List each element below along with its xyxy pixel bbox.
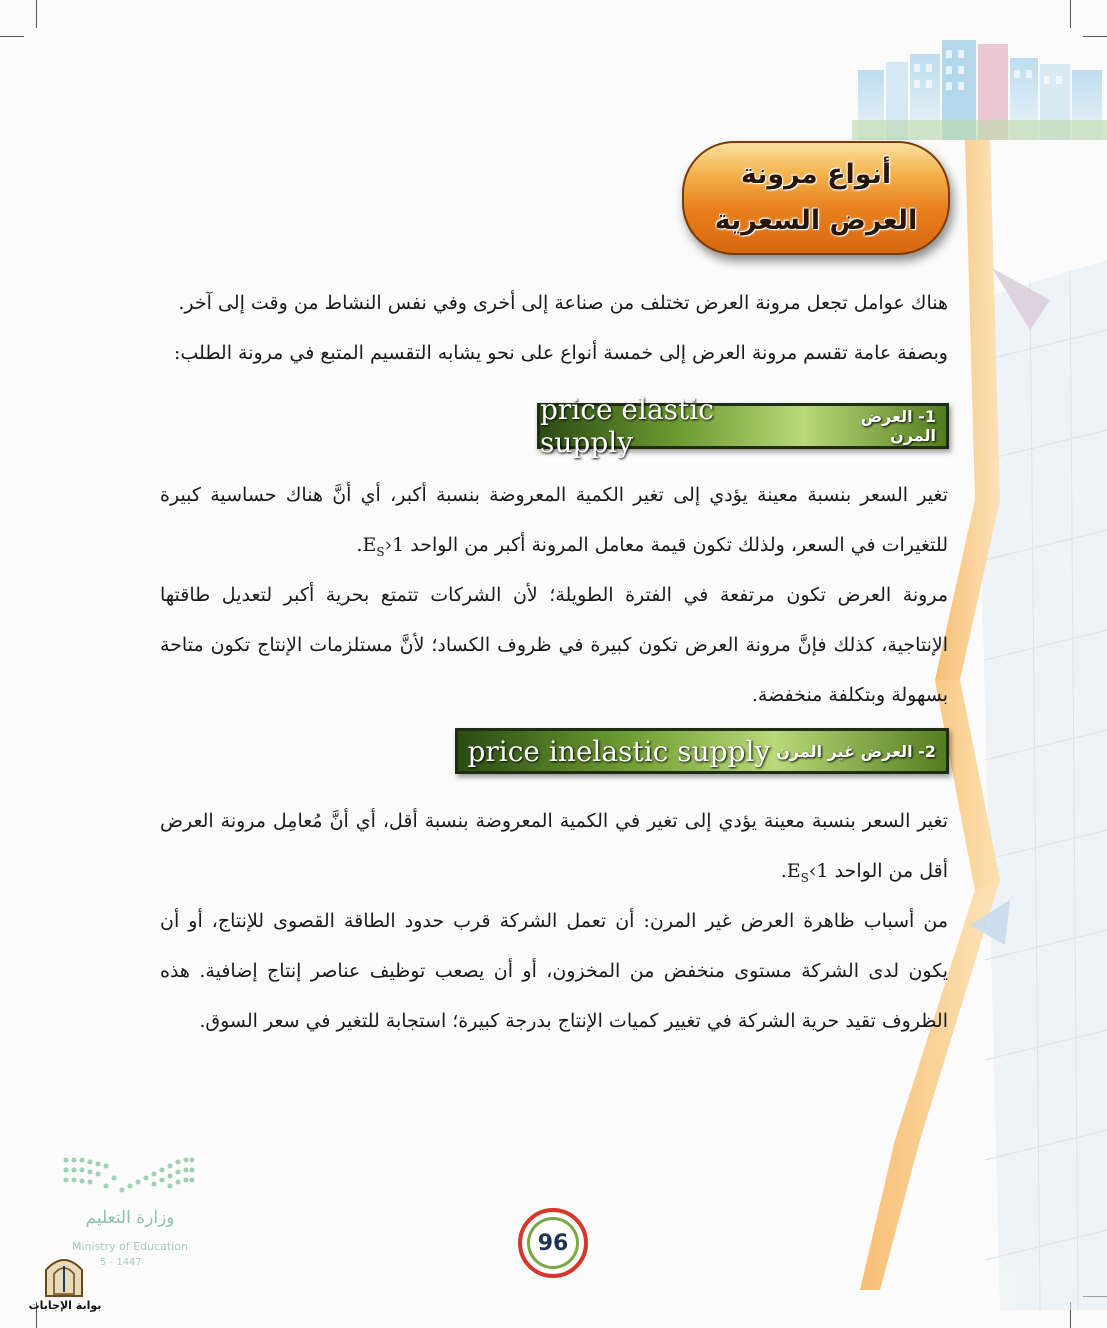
formula-symbol: E <box>362 534 377 556</box>
page-number: 96 <box>518 1208 588 1278</box>
inelastic-definition: تغير السعر بنسبة معينة يؤدي إلى تغير في الكمية المعروضة بنسبة أقل، أي أنَّ مُعامِل مرونة العرض أقل من الواحد $E_S‹1$. <box>160 796 948 903</box>
title-line-1: أنواع مرونة <box>740 159 892 190</box>
section-heading-ar: 1- العرض المرن <box>860 407 936 445</box>
site-watermark-label: بوابة الإجابات <box>28 1299 102 1312</box>
skyline-graphic <box>852 40 1107 140</box>
ministry-name-en: Ministry of Education <box>71 1240 188 1253</box>
title-line-2: العرض السعرية <box>714 205 918 236</box>
formula-relation: ›1 <box>384 534 405 556</box>
elastic-definition: تغير السعر بنسبة معينة يؤدي إلى تغير الكمية المعروضة بنسبة أكبر، أي أنَّ هناك حساسية كبيرة للتغيرات في السعر، ولذلك تكون قيمة معامل المرونة أكبر من الواحد $E_S›1$. <box>160 470 948 577</box>
ministry-name-ar: وزارة التعليم <box>85 1208 175 1228</box>
formula-symbol: E <box>786 860 801 882</box>
section-heading-inelastic <box>455 728 949 774</box>
inelastic-formula <box>787 846 829 903</box>
lesson-title <box>682 141 950 255</box>
inelastic-explanation: من أسباب ظاهرة العرض غير المرن: أن تعمل الشركة قرب حدود الطاقة القصوى للإنتاج، أو أن يكون لدى الشركة مستوى منخفض من المخزون، أو أن يصعب توظيف عناصر إنتاج إضافية. هذه الظروف تقيد حرية الشركة في تغيير كميات الإنتاج بدرجة كبيرة؛ استجابة للتغير في سعر السوق. <box>160 910 949 1032</box>
intro-paragraph-1: هناك عوامل تجعل مرونة العرض تختلف من صناعة إلى أخرى وفي نفس النشاط من وقت إلى آخر. <box>178 292 948 314</box>
elastic-explanation: مرونة العرض تكون مرتفعة في الفترة الطويلة؛ لأن الشركات تتمتع بحرية أكبر لتعديل طاقتها الإنتاجية، كذلك فإنَّ مرونة العرض تكون كبيرة في ظروف الكساد؛ لأنَّ مستلزمات الإنتاج تكون متاحة بسهولة وبتكلفة منخفضة. <box>160 584 948 706</box>
section-heading-elastic <box>537 393 949 459</box>
elastic-formula <box>362 520 404 577</box>
section-heading-en: price inelastic supply <box>467 734 771 768</box>
site-logo-emblem <box>46 1260 82 1296</box>
intro-paragraph-2: وبصفة عامة تقسم مرونة العرض إلى خمسة أنواع على نحو يشابه التقسيم المتبع في مرونة الطلب: <box>173 342 948 364</box>
formula-subscript: S <box>800 870 809 885</box>
formula-relation: ‹1 <box>808 860 829 882</box>
ministry-logo-dots <box>64 1158 195 1193</box>
elastic-definition-text: تغير السعر بنسبة معينة يؤدي إلى تغير الكمية المعروضة بنسبة أكبر، أي أنَّ هناك حساسية كبيرة للتغيرات في السعر، ولذلك تكون قيمة معامل المرونة أكبر من الواحد <box>160 484 948 556</box>
formula-subscript: S <box>376 544 385 559</box>
ministry-year: 5 - 1447 <box>100 1257 142 1268</box>
inelastic-definition-text: تغير السعر بنسبة معينة يؤدي إلى تغير في الكمية المعروضة بنسبة أقل، أي أنَّ مُعامِل مرونة العرض أقل من الواحد <box>160 810 948 882</box>
section-heading-ar: 2- العرض غير المرن <box>776 741 936 761</box>
section-heading-en: price elastic supply <box>540 393 714 459</box>
